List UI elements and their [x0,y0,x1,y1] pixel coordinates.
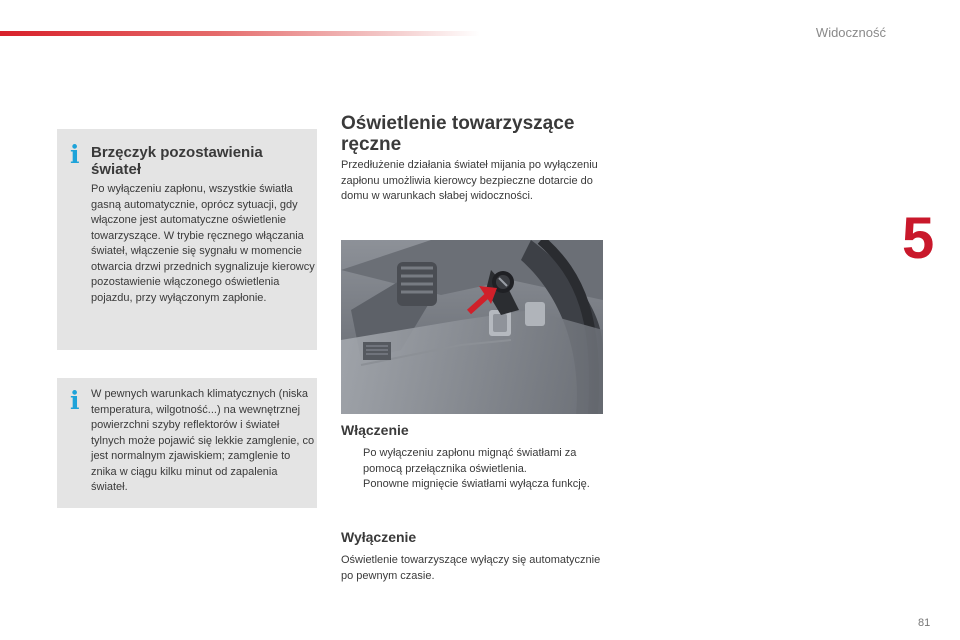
section-heading-switch-on: Włączenie [341,422,409,438]
list-item-text: Po wyłączeniu zapłonu mignąć światłami za pomocą przełącznika oświetlenia. [363,447,577,475]
list-item [341,446,601,477]
header-accent-bar [0,31,480,36]
section-heading-switch-off: Wyłączenie [341,529,417,545]
info-box-body: W pewnych warunkach klimatycznych (niska temperatura, wilgotność...) na wewnętrznej powierzchni szyby reflektorów i świateł tylnych może pojawić się lekkie zamglenie, co jest normalnym zjawiskiem; zamglenie to znika w ciągu kilku minut od zapalenia świateł. [91,388,315,493]
page-number: 81 [918,617,931,629]
lighting-stalk-illustration [341,240,603,414]
section-title: Widoczność [815,25,886,40]
info-box-title: Brzęczyk pozostawienia świateł [91,144,263,178]
info-box-condensation [57,378,317,508]
list-item-text: Ponowne mignięcie światłami wyłącza funkcję. [363,478,590,490]
info-box-body: Po wyłączeniu zapłonu, wszystkie światła gasną automatycznie, oprócz sytuacji, gdy włączone jest automatyczne oświetlenie towarzyszące. W trybie ręcznego włączania świateł, włączenie się sygnału w momencie otwarcia drzwi przednich sygnalizuje kierowcy pozostawienie włączonego oświetlenia pojazdu, przy wyłączonym zapłonie. [91,183,315,304]
switch-off-paragraph: Oświetlenie towarzyszące wyłączy się automatycznie po pewnym czasie. [341,554,601,582]
info-box-light-warning [57,129,317,350]
switch-on-steps [341,446,601,493]
chapter-number: 5 [902,206,935,271]
lighting-stalk-photo [341,240,603,414]
intro-paragraph: Przedłużenie działania świateł mijania po wyłączeniu zapłonu umożliwia kierowcy bezpieczne dotarcie do domu w warunkach słabej widoczności. [341,159,598,202]
info-icon: i [70,140,80,169]
page-title: Oświetlenie towarzyszące ręczne [341,113,575,155]
info-icon: i [70,386,80,415]
list-item [341,477,601,493]
